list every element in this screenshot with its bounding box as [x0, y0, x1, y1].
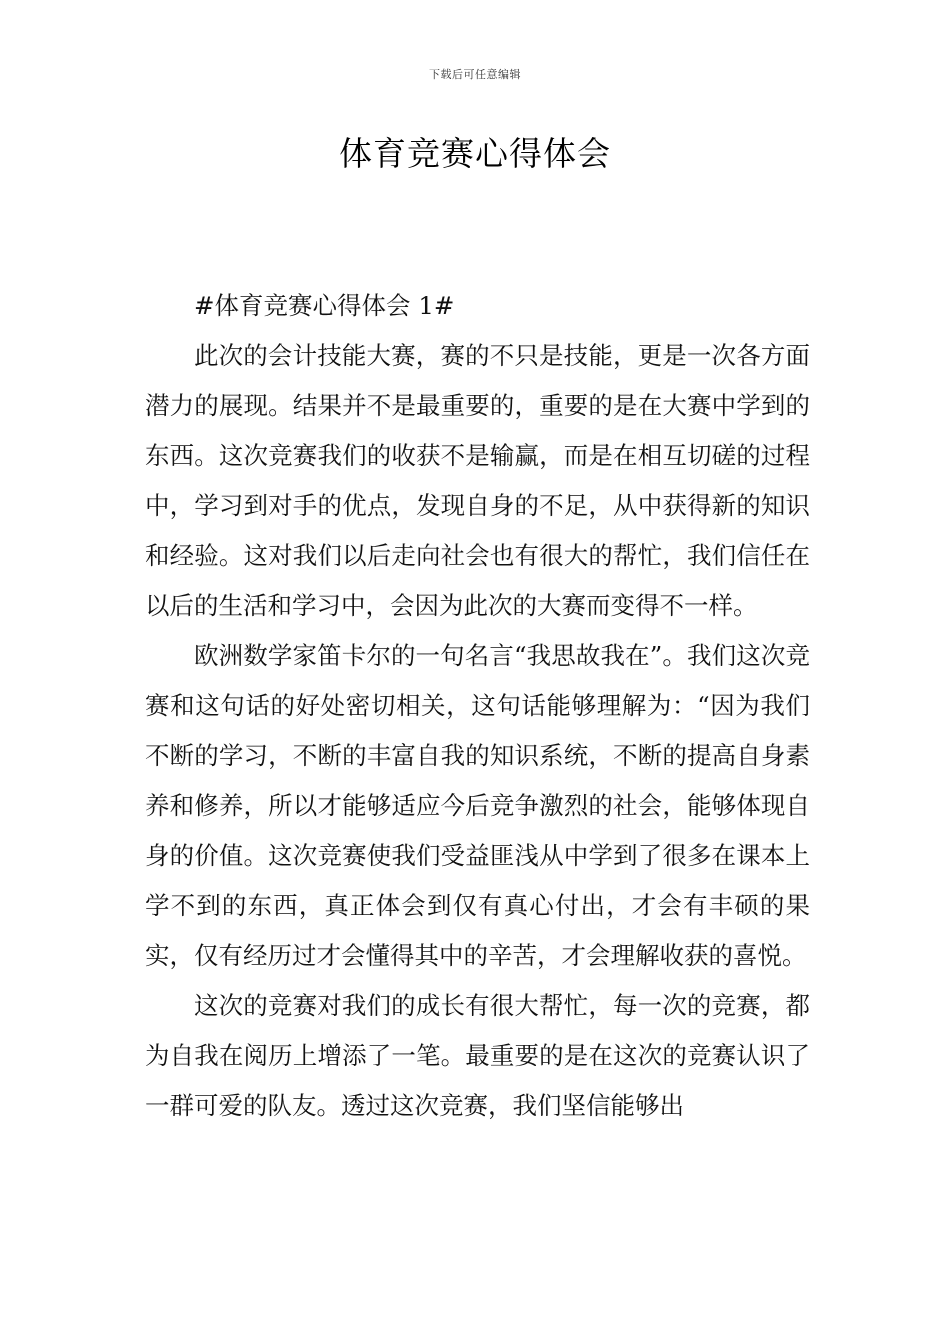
- paragraph-1: 此次的会计技能大赛，赛的不只是技能，更是一次各方面潜力的展现。结果并不是最重要的，重要的是在大赛中学到的东西。这次竞赛我们的收获不是输赢，而是在相互切磋的过程中，学习到对手的优点，发现自身的不足，从中获得新的知识和经验。这对我们以后走向社会也有很大的帮忙，我们信任在以后的生活和学习中，会因为此次的大赛而变得不一样。: [145, 341, 810, 620]
- paragraph-2: 欧洲数学家笛卡尔的一句名言“我思故我在”。我们这次竞赛和这句话的好处密切相关，这句话能够理解为：“因为我们不断的学习，不断的丰富自我的知识系统，不断的提高自身素养和修养，所以才能够适应今后竞争激烈的社会，能够体现自身的价值。这次竞赛使我们受益匪浅从中学到了很多在课本上学不到的东西，真正体会到仅有真心付出，才会有丰硕的果实，仅有经历过才会懂得其中的辛苦，才会理解收获的喜悦。: [145, 641, 810, 970]
- document-body: [145, 281, 810, 1131]
- document-title: 体育竞赛心得体会: [339, 134, 611, 173]
- header-note: 下载后可任意编辑: [429, 68, 521, 81]
- paragraph-3: 这次的竞赛对我们的成长有很大帮忙，每一次的竞赛，都为自我在阅历上增添了一笔。最重要的是在这次的竞赛认识了一群可爱的队友。透过这次竞赛，我们坚信能够出: [145, 991, 810, 1120]
- section-heading: #体育竞赛心得体会 1#: [194, 291, 455, 320]
